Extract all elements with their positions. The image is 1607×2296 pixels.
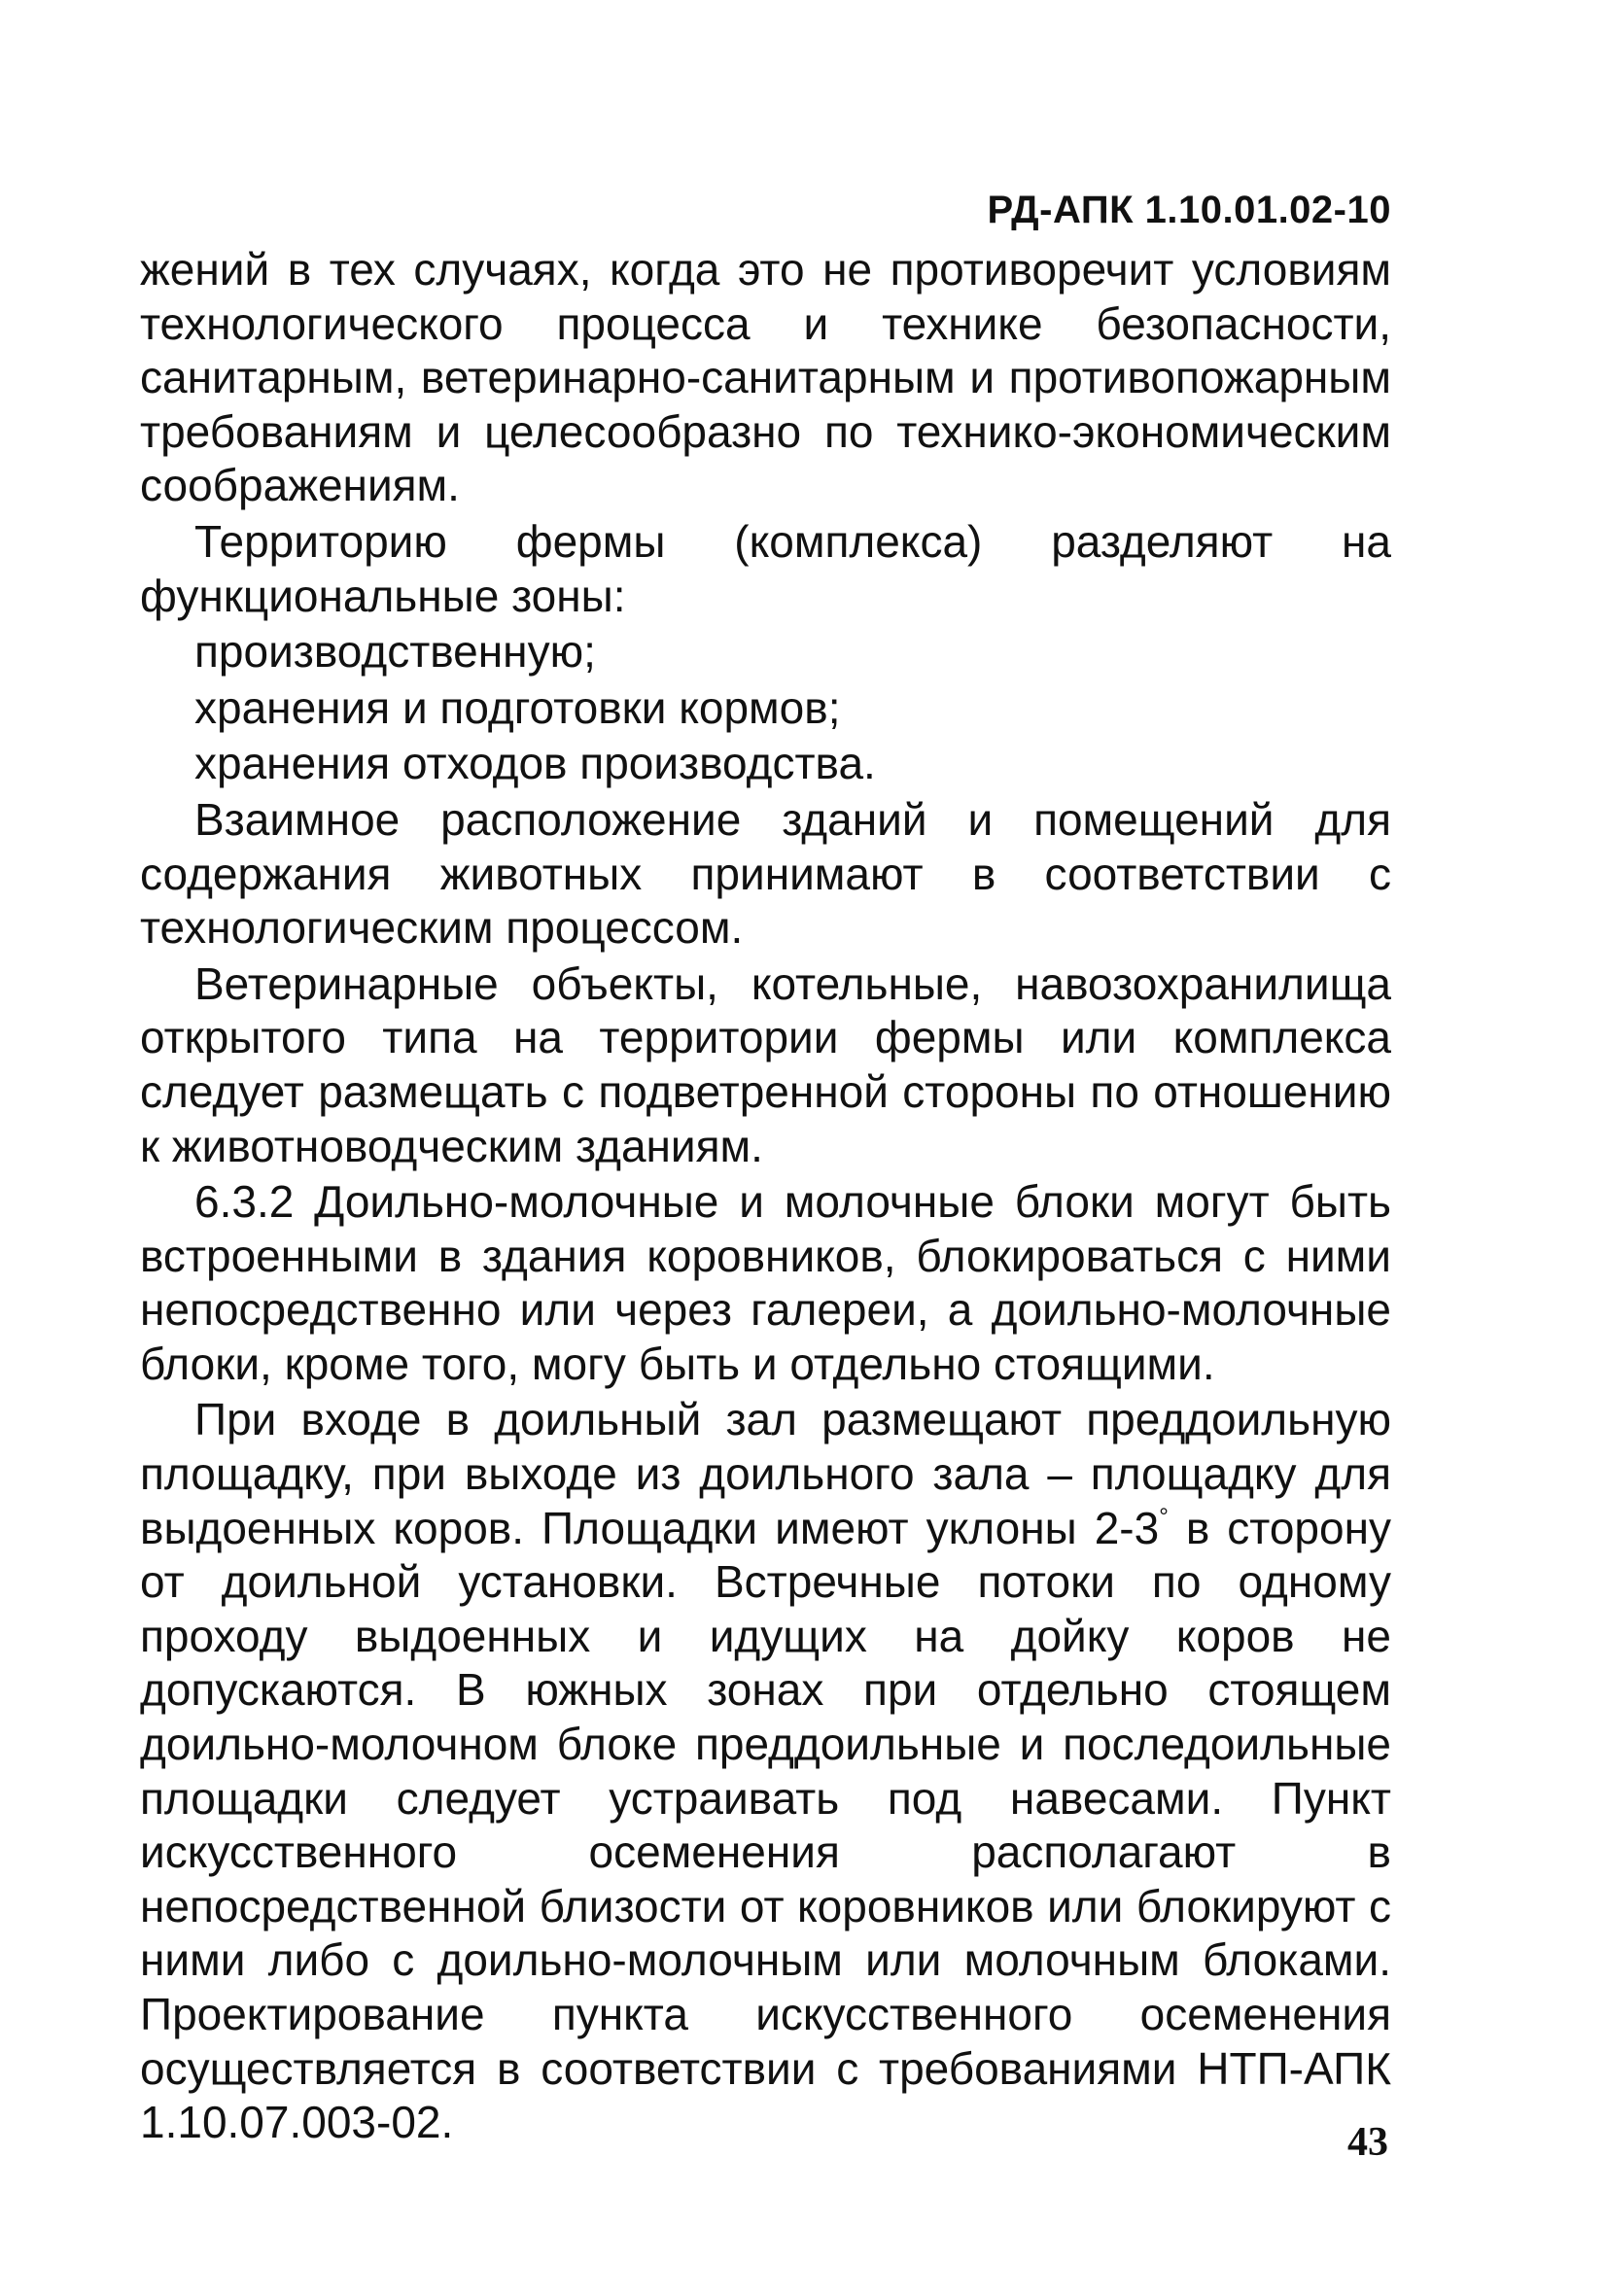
document-code-header: РД-АПК 1.10.01.02-10 [987,189,1391,231]
paragraph-veterinary-objects: Ветеринарные объекты, котельные, навозохранилища открытого типа на территории фермы или комплекса следует размещать с подветренной стороны по отношению к животноводческим зданиям. [140,957,1391,1171]
document-body [140,243,1391,2150]
milking-hall-text-after-degree: в сторону от доильной установки. Встречные потоки по одному проходу выдоенных и идущих на дойку коров не допускаются. В южных зонах при отдельно стоящем доильно-молочном блоке преддоильные и последоильные площадки следует устраивать под навесами. Пункт искусственного осеменения располагают в непосредственной близости от коровников или блокируют с ними либо с доильно-молочным или молочным блоками. Проектирование пункта искусственного осеменения осуществляется в соответствии с требованиями НТП-АПК 1.10.07.003-02. [140,1502,1392,2148]
paragraph-continuation: жений в тех случаях, когда это не противоречит условиям технологического процесса и технике безопасности, санитарным, ветеринарно-санитарным и противопожарным требованиям и целесообразно по технико-экономическим соображениям. [140,244,1391,511]
paragraph-section-6-3-2: 6.3.2 Доильно-молочные и молочные блоки могут быть встроенными в здания коровников, блокироваться с ними непосредственно или через галереи, а доильно-молочные блоки, кроме того, могу быть и отдельно стоящими. [140,1176,1391,1389]
degree-mark: ° [1159,1503,1169,1530]
list-item-feed-zone: хранения и подготовки кормов; [194,681,841,733]
list-item-waste-zone: хранения отходов производства. [194,738,876,789]
milking-hall-text-before-degree: При входе в доильный зал размещают преддоильную площадку, при выходе из доильного зала – площадку для выдоенных коров. Площадки имеют уклоны 2-3 [140,1394,1391,1553]
paragraph-building-layout: Взаимное расположение зданий и помещений для содержания животных принимают в соответствии с технологическим процессом. [140,793,1391,954]
page-number: 43 [1347,2120,1388,2165]
paragraph-functional-zones: Территорию фермы (комплекса) разделяют на функциональные зоны: [140,515,1391,621]
list-item-production-zone: производственную; [194,626,596,678]
paragraph-milking-hall [140,1393,1391,2149]
